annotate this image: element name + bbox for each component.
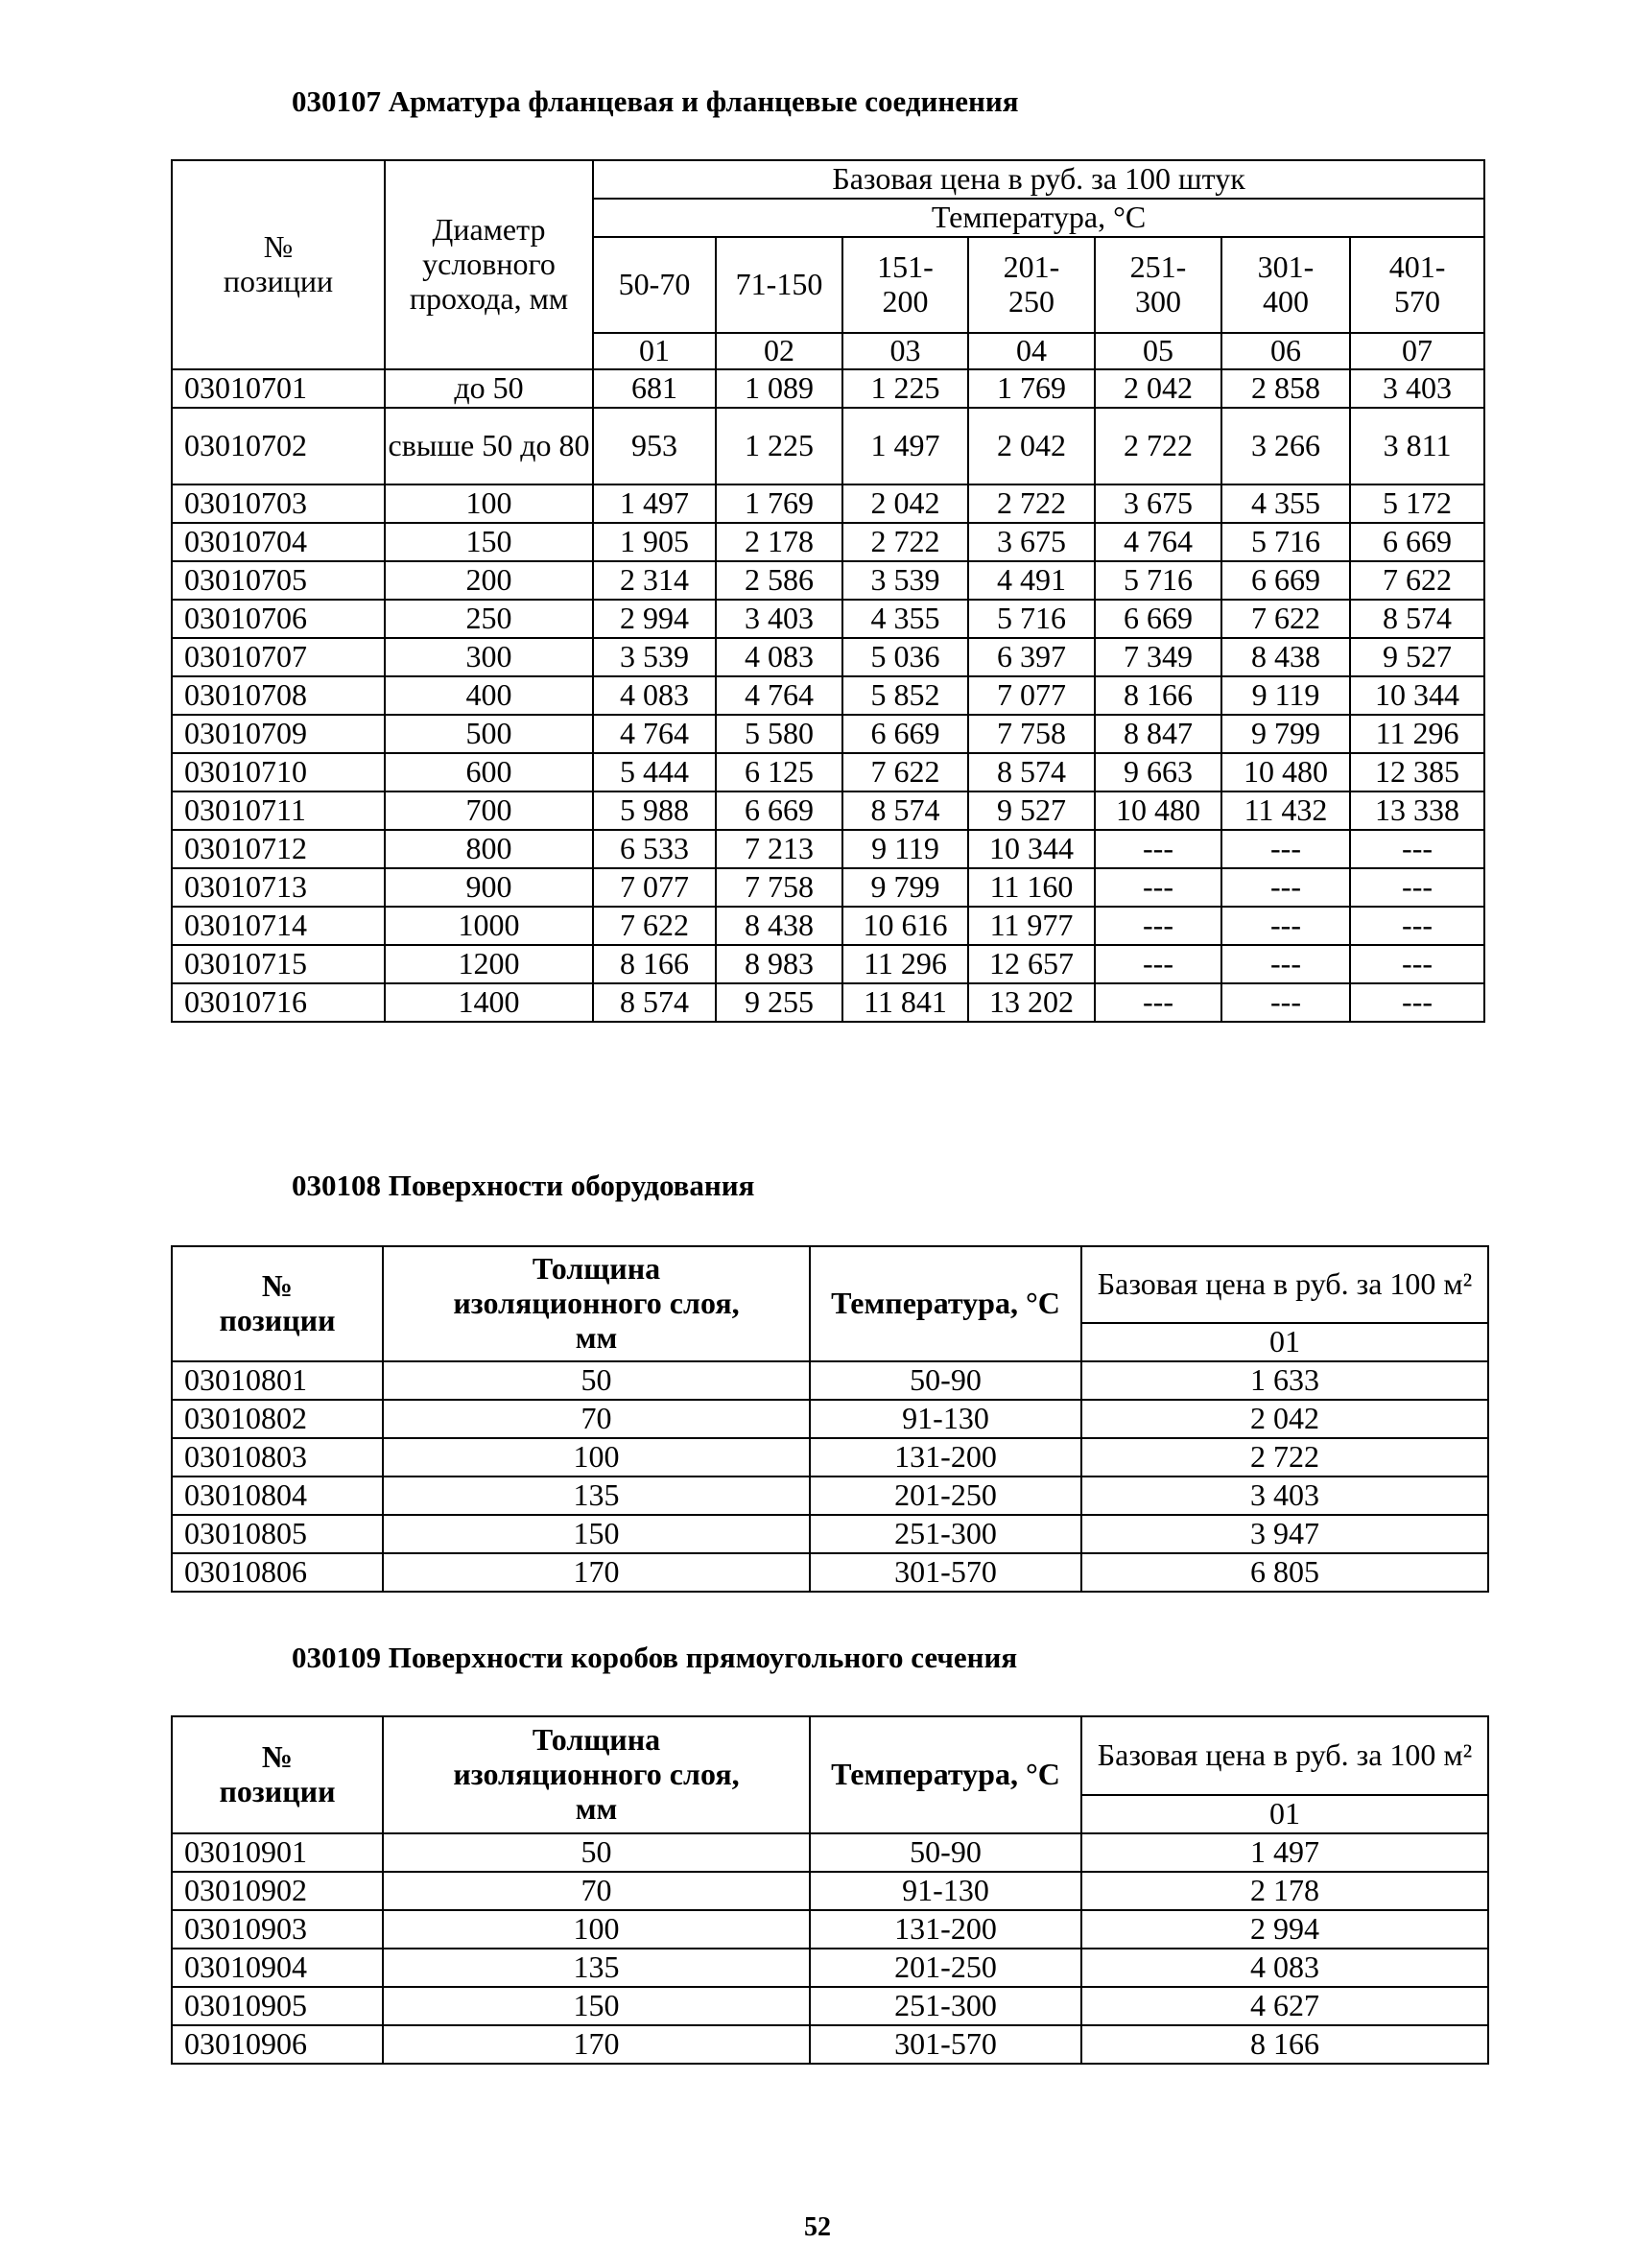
diameter-cell: 150 xyxy=(385,523,593,561)
price-cell: 5 580 xyxy=(716,715,842,753)
price-cell: 6 125 xyxy=(716,753,842,791)
temperature-cell: 301-570 xyxy=(810,1553,1081,1592)
position-id: 03010706 xyxy=(172,600,385,638)
price-cell: 13 202 xyxy=(968,983,1095,1022)
price-cell: --- xyxy=(1221,983,1350,1022)
table-row xyxy=(172,408,1484,484)
header-temperature: Температура, °C xyxy=(593,199,1484,237)
price-cell: 8 574 xyxy=(1350,600,1484,638)
price-cell: 7 622 xyxy=(1221,600,1350,638)
temperature-cell: 251-300 xyxy=(810,1515,1081,1553)
price-cell: 8 983 xyxy=(716,945,842,983)
price-cell: 6 669 xyxy=(1350,523,1484,561)
header-price: Базовая цена в руб. за 100 м² xyxy=(1081,1246,1488,1323)
thickness-cell: 150 xyxy=(383,1987,810,2025)
equipment-surfaces-table xyxy=(171,1245,1489,1593)
position-id: 03010803 xyxy=(172,1438,383,1477)
range-header: 301-400 xyxy=(1221,237,1350,333)
price-cell: 2 042 xyxy=(968,408,1095,484)
price-cell: 7 077 xyxy=(593,868,716,907)
table-row xyxy=(172,715,1484,753)
position-id: 03010806 xyxy=(172,1553,383,1592)
price-cell: 11 296 xyxy=(1350,715,1484,753)
price-cell: 3 947 xyxy=(1081,1515,1488,1553)
code-header: 02 xyxy=(716,333,842,369)
temperature-cell: 301-570 xyxy=(810,2025,1081,2064)
price-cell: 7 077 xyxy=(968,676,1095,715)
price-cell: 2 042 xyxy=(842,484,968,523)
position-id: 03010902 xyxy=(172,1872,383,1910)
range-header: 201-250 xyxy=(968,237,1095,333)
price-cell: 11 977 xyxy=(968,907,1095,945)
price-cell: 3 266 xyxy=(1221,408,1350,484)
price-cell: 7 622 xyxy=(593,907,716,945)
position-id: 03010702 xyxy=(172,408,385,484)
diameter-cell: 900 xyxy=(385,868,593,907)
price-cell: 10 344 xyxy=(1350,676,1484,715)
diameter-cell: 700 xyxy=(385,791,593,830)
price-cell: 6 533 xyxy=(593,830,716,868)
diameter-cell: 300 xyxy=(385,638,593,676)
table-row xyxy=(172,369,1484,408)
price-cell: 12 657 xyxy=(968,945,1095,983)
position-id: 03010708 xyxy=(172,676,385,715)
position-id: 03010906 xyxy=(172,2025,383,2064)
price-cell: 5 444 xyxy=(593,753,716,791)
price-cell: 3 675 xyxy=(1095,484,1221,523)
table-row xyxy=(172,1833,1488,1872)
position-id: 03010704 xyxy=(172,523,385,561)
price-cell: 8 166 xyxy=(1095,676,1221,715)
price-cell: 1 225 xyxy=(716,408,842,484)
price-cell: 7 349 xyxy=(1095,638,1221,676)
price-cell: 3 403 xyxy=(1081,1477,1488,1515)
header-position: № позиции xyxy=(172,1246,383,1361)
price-cell: --- xyxy=(1350,868,1484,907)
diameter-cell: 600 xyxy=(385,753,593,791)
price-cell: 2 722 xyxy=(968,484,1095,523)
price-cell: 7 758 xyxy=(968,715,1095,753)
price-cell: --- xyxy=(1350,983,1484,1022)
price-cell: 1 497 xyxy=(842,408,968,484)
header-thickness: Толщина изоляционного слоя, мм xyxy=(383,1716,810,1833)
price-cell: 8 166 xyxy=(593,945,716,983)
price-cell: 4 627 xyxy=(1081,1987,1488,2025)
table-row xyxy=(172,907,1484,945)
table-row xyxy=(172,1987,1488,2025)
header-price: Базовая цена в руб. за 100 м² xyxy=(1081,1716,1488,1795)
temperature-cell: 50-90 xyxy=(810,1361,1081,1400)
price-cell: 8 438 xyxy=(716,907,842,945)
header-price: Базовая цена в руб. за 100 штук xyxy=(593,160,1484,199)
thickness-cell: 70 xyxy=(383,1872,810,1910)
temperature-cell: 50-90 xyxy=(810,1833,1081,1872)
range-header: 71-150 xyxy=(716,237,842,333)
code-header: 03 xyxy=(842,333,968,369)
price-cell: 2 722 xyxy=(1081,1438,1488,1477)
price-cell: 11 432 xyxy=(1221,791,1350,830)
price-cell: 4 764 xyxy=(1095,523,1221,561)
price-cell: 7 758 xyxy=(716,868,842,907)
position-id: 03010804 xyxy=(172,1477,383,1515)
position-id: 03010901 xyxy=(172,1833,383,1872)
temperature-cell: 91-130 xyxy=(810,1400,1081,1438)
code-header: 01 xyxy=(1081,1795,1488,1833)
price-cell: 7 213 xyxy=(716,830,842,868)
range-header: 50-70 xyxy=(593,237,716,333)
position-id: 03010904 xyxy=(172,1949,383,1987)
thickness-cell: 170 xyxy=(383,1553,810,1592)
price-cell: 6 669 xyxy=(1221,561,1350,600)
price-cell: 6 669 xyxy=(1095,600,1221,638)
thickness-cell: 50 xyxy=(383,1833,810,1872)
price-cell: 8 847 xyxy=(1095,715,1221,753)
position-id: 03010709 xyxy=(172,715,385,753)
price-cell: 2 178 xyxy=(1081,1872,1488,1910)
price-cell: 3 811 xyxy=(1350,408,1484,484)
price-cell: 2 722 xyxy=(842,523,968,561)
header-position: № позиции xyxy=(172,1716,383,1833)
price-cell: 953 xyxy=(593,408,716,484)
price-cell: 5 716 xyxy=(1221,523,1350,561)
header-position: № позиции xyxy=(172,160,385,369)
price-cell: 6 805 xyxy=(1081,1553,1488,1592)
header-thickness: Толщина изоляционного слоя, мм xyxy=(383,1246,810,1361)
header-temperature: Температура, °C xyxy=(810,1246,1081,1361)
price-cell: 9 663 xyxy=(1095,753,1221,791)
price-cell: 2 994 xyxy=(593,600,716,638)
thickness-cell: 150 xyxy=(383,1515,810,1553)
thickness-cell: 135 xyxy=(383,1477,810,1515)
position-id: 03010712 xyxy=(172,830,385,868)
price-cell: 1 905 xyxy=(593,523,716,561)
price-cell: 5 716 xyxy=(968,600,1095,638)
price-cell: --- xyxy=(1095,830,1221,868)
price-cell: 4 491 xyxy=(968,561,1095,600)
price-cell: 9 527 xyxy=(1350,638,1484,676)
price-cell: 11 296 xyxy=(842,945,968,983)
price-cell: --- xyxy=(1095,868,1221,907)
position-id: 03010701 xyxy=(172,369,385,408)
price-cell: 2 586 xyxy=(716,561,842,600)
price-cell: 2 178 xyxy=(716,523,842,561)
diameter-cell: 800 xyxy=(385,830,593,868)
table-row xyxy=(172,753,1484,791)
table-row xyxy=(172,638,1484,676)
thickness-cell: 170 xyxy=(383,2025,810,2064)
table-row xyxy=(172,561,1484,600)
price-cell: 8 166 xyxy=(1081,2025,1488,2064)
table-row xyxy=(172,791,1484,830)
code-header: 01 xyxy=(593,333,716,369)
table-row xyxy=(172,1949,1488,1987)
table-row xyxy=(172,830,1484,868)
price-cell: 7 622 xyxy=(842,753,968,791)
price-cell: --- xyxy=(1350,945,1484,983)
price-cell: 4 355 xyxy=(842,600,968,638)
price-cell: 1 497 xyxy=(1081,1833,1488,1872)
price-cell: 4 764 xyxy=(593,715,716,753)
diameter-cell: 1000 xyxy=(385,907,593,945)
thickness-cell: 50 xyxy=(383,1361,810,1400)
position-id: 03010707 xyxy=(172,638,385,676)
temperature-cell: 91-130 xyxy=(810,1872,1081,1910)
table-row xyxy=(172,484,1484,523)
price-cell: 10 480 xyxy=(1221,753,1350,791)
code-header: 04 xyxy=(968,333,1095,369)
table-row xyxy=(172,1553,1488,1592)
position-id: 03010713 xyxy=(172,868,385,907)
header-temperature: Температура, °C xyxy=(810,1716,1081,1833)
price-cell: 4 083 xyxy=(716,638,842,676)
thickness-cell: 100 xyxy=(383,1438,810,1477)
diameter-cell: 100 xyxy=(385,484,593,523)
price-cell: 5 172 xyxy=(1350,484,1484,523)
table-row xyxy=(172,983,1484,1022)
price-cell: 2 314 xyxy=(593,561,716,600)
price-cell: --- xyxy=(1350,830,1484,868)
price-cell: 1 497 xyxy=(593,484,716,523)
position-id: 03010710 xyxy=(172,753,385,791)
range-header: 151-200 xyxy=(842,237,968,333)
price-cell: 8 574 xyxy=(968,753,1095,791)
table-row xyxy=(172,1400,1488,1438)
price-cell: 5 716 xyxy=(1095,561,1221,600)
position-id: 03010703 xyxy=(172,484,385,523)
section-title-030108: 030108 Поверхности оборудования xyxy=(292,1169,755,1202)
price-cell: 2 042 xyxy=(1095,369,1221,408)
table-row xyxy=(172,1515,1488,1553)
section-title-030109: 030109 Поверхности коробов прямоугольного сечения xyxy=(292,1641,1018,1674)
diameter-cell: свыше 50 до 80 xyxy=(385,408,593,484)
temperature-cell: 201-250 xyxy=(810,1949,1081,1987)
range-header: 401-570 xyxy=(1350,237,1484,333)
position-id: 03010801 xyxy=(172,1361,383,1400)
table-row xyxy=(172,600,1484,638)
price-cell: 2 858 xyxy=(1221,369,1350,408)
price-cell: 1 089 xyxy=(716,369,842,408)
diameter-cell: 200 xyxy=(385,561,593,600)
rectangular-ducts-table xyxy=(171,1715,1489,2065)
diameter-cell: 1200 xyxy=(385,945,593,983)
price-cell: 8 574 xyxy=(593,983,716,1022)
header-diameter: Диаметр условного прохода, мм xyxy=(385,160,593,369)
table-row xyxy=(172,1910,1488,1949)
price-cell: 9 799 xyxy=(842,868,968,907)
price-cell: 11 160 xyxy=(968,868,1095,907)
position-id: 03010714 xyxy=(172,907,385,945)
price-cell: 3 675 xyxy=(968,523,1095,561)
price-cell: 9 119 xyxy=(1221,676,1350,715)
code-header: 07 xyxy=(1350,333,1484,369)
price-cell: 9 799 xyxy=(1221,715,1350,753)
section-title-030107: 030107 Арматура фланцевая и фланцевые соединения xyxy=(292,84,1019,118)
code-header: 01 xyxy=(1081,1323,1488,1361)
code-header: 06 xyxy=(1221,333,1350,369)
diameter-cell: 250 xyxy=(385,600,593,638)
table-row xyxy=(172,523,1484,561)
price-cell: 681 xyxy=(593,369,716,408)
temperature-cell: 201-250 xyxy=(810,1477,1081,1515)
position-id: 03010711 xyxy=(172,791,385,830)
price-cell: 10 616 xyxy=(842,907,968,945)
price-cell: 4 083 xyxy=(1081,1949,1488,1987)
price-cell: 5 852 xyxy=(842,676,968,715)
diameter-cell: до 50 xyxy=(385,369,593,408)
table-row xyxy=(172,676,1484,715)
price-cell: --- xyxy=(1221,945,1350,983)
table-row xyxy=(172,1438,1488,1477)
code-header: 05 xyxy=(1095,333,1221,369)
price-cell: 2 994 xyxy=(1081,1910,1488,1949)
table-row xyxy=(172,1361,1488,1400)
diameter-cell: 400 xyxy=(385,676,593,715)
price-cell: 9 119 xyxy=(842,830,968,868)
price-cell: 6 397 xyxy=(968,638,1095,676)
price-cell: 4 355 xyxy=(1221,484,1350,523)
price-cell: 3 403 xyxy=(716,600,842,638)
price-cell: 5 036 xyxy=(842,638,968,676)
position-id: 03010802 xyxy=(172,1400,383,1438)
position-id: 03010716 xyxy=(172,983,385,1022)
temperature-cell: 251-300 xyxy=(810,1987,1081,2025)
temperature-cell: 131-200 xyxy=(810,1910,1081,1949)
table-row xyxy=(172,945,1484,983)
price-cell: 2 722 xyxy=(1095,408,1221,484)
price-cell: 8 574 xyxy=(842,791,968,830)
price-cell: 10 480 xyxy=(1095,791,1221,830)
table-row xyxy=(172,868,1484,907)
thickness-cell: 135 xyxy=(383,1949,810,1987)
page-number: 52 xyxy=(804,2212,831,2242)
price-cell: 8 438 xyxy=(1221,638,1350,676)
price-cell: --- xyxy=(1221,830,1350,868)
price-cell: --- xyxy=(1350,907,1484,945)
price-cell: 7 622 xyxy=(1350,561,1484,600)
position-id: 03010903 xyxy=(172,1910,383,1949)
position-id: 03010905 xyxy=(172,1987,383,2025)
price-cell: 10 344 xyxy=(968,830,1095,868)
table-row xyxy=(172,2025,1488,2064)
price-cell: --- xyxy=(1221,907,1350,945)
thickness-cell: 70 xyxy=(383,1400,810,1438)
price-cell: 9 255 xyxy=(716,983,842,1022)
price-cell: 9 527 xyxy=(968,791,1095,830)
price-cell: --- xyxy=(1095,983,1221,1022)
price-cell: 12 385 xyxy=(1350,753,1484,791)
price-cell: 6 669 xyxy=(842,715,968,753)
price-cell: 4 083 xyxy=(593,676,716,715)
range-header: 251-300 xyxy=(1095,237,1221,333)
price-cell: 1 633 xyxy=(1081,1361,1488,1400)
price-cell: 13 338 xyxy=(1350,791,1484,830)
price-cell: 6 669 xyxy=(716,791,842,830)
position-id: 03010705 xyxy=(172,561,385,600)
price-cell: 2 042 xyxy=(1081,1400,1488,1438)
price-cell: --- xyxy=(1221,868,1350,907)
price-cell: 1 225 xyxy=(842,369,968,408)
price-cell: --- xyxy=(1095,945,1221,983)
price-cell: 4 764 xyxy=(716,676,842,715)
price-cell: 3 403 xyxy=(1350,369,1484,408)
diameter-cell: 1400 xyxy=(385,983,593,1022)
price-cell: 1 769 xyxy=(968,369,1095,408)
position-id: 03010805 xyxy=(172,1515,383,1553)
flange-fittings-table xyxy=(171,159,1485,1023)
temperature-cell: 131-200 xyxy=(810,1438,1081,1477)
price-cell: 3 539 xyxy=(593,638,716,676)
table-row xyxy=(172,1872,1488,1910)
price-cell: 5 988 xyxy=(593,791,716,830)
thickness-cell: 100 xyxy=(383,1910,810,1949)
table-row xyxy=(172,1477,1488,1515)
price-cell: 11 841 xyxy=(842,983,968,1022)
price-cell: 3 539 xyxy=(842,561,968,600)
position-id: 03010715 xyxy=(172,945,385,983)
price-cell: 1 769 xyxy=(716,484,842,523)
price-cell: --- xyxy=(1095,907,1221,945)
diameter-cell: 500 xyxy=(385,715,593,753)
